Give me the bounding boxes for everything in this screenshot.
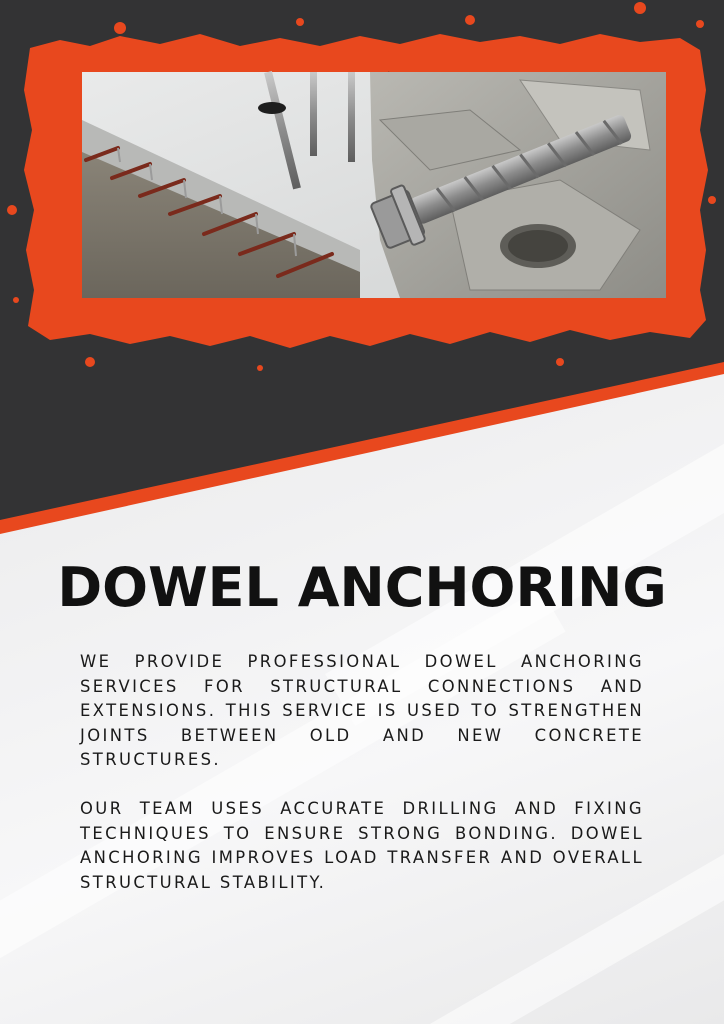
page-title: DOWEL ANCHORING bbox=[57, 556, 667, 619]
paragraph-intro: WE PROVIDE PROFESSIONAL DOWEL ANCHORING SERVICES FOR STRUCTURAL CONNECTIONS AND EXTENSIONS. THIS SERVICE IS USED TO STRENGTHEN JOINTS BETWEEN OLD AND NEW CONCRETE STRUCTURES. bbox=[80, 652, 644, 769]
paragraph-team: OUR TEAM USES ACCURATE DRILLING AND FIXING TECHNIQUES TO ENSURE STRONG BONDING. DOWEL ANCHORING IMPROVES LOAD TRANSFER AND OVERALL STRUCTURAL STABILITY. bbox=[80, 799, 644, 892]
dowel-anchoring-photo bbox=[0, 0, 724, 400]
